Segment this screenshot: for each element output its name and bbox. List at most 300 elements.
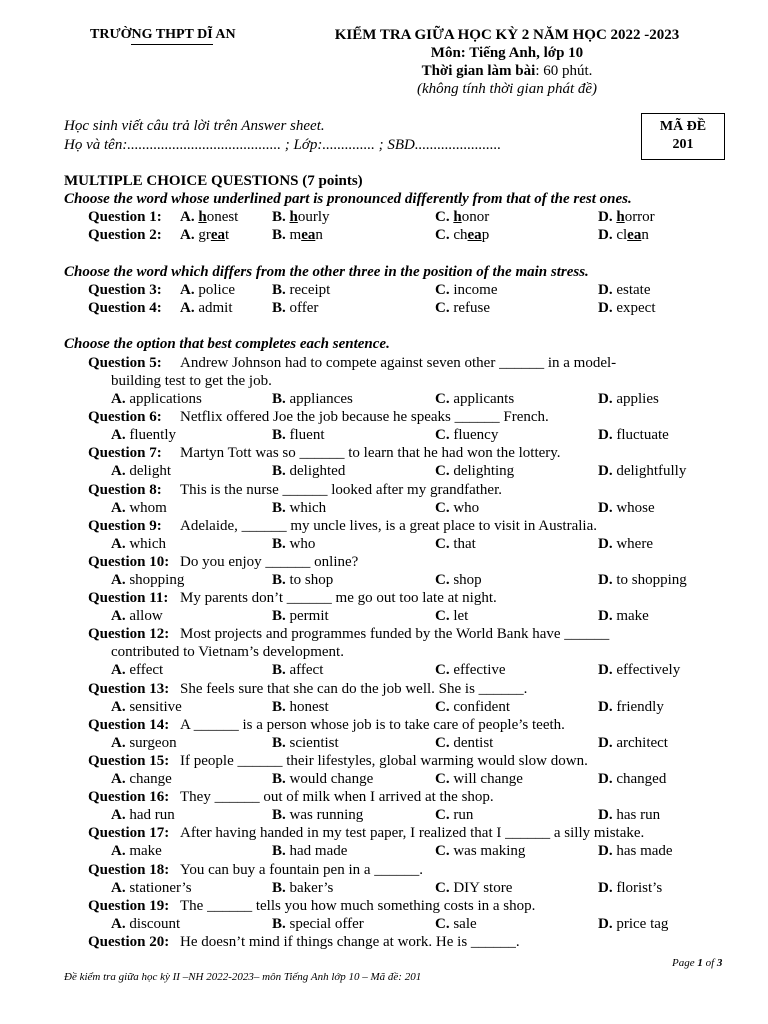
option-text: delighting (449, 463, 515, 480)
option-text: effect (125, 662, 164, 679)
option-text: who (449, 499, 480, 516)
answer-option (598, 226, 649, 244)
option-letter: A. (111, 734, 126, 751)
answer-option (598, 734, 668, 752)
answer-option (272, 661, 323, 679)
question-stem: My parents don’t ______ me go out too late at night. (180, 590, 497, 607)
answer-option (272, 281, 330, 299)
option-letter: A. (111, 463, 126, 480)
option-letter: D. (598, 227, 613, 243)
option-letter: A. (111, 915, 126, 932)
underlined-part: h (616, 209, 625, 225)
answer-row (88, 499, 728, 517)
answer-row (88, 607, 728, 625)
question-label: Question 13: (88, 680, 170, 697)
option-text: whose (612, 499, 655, 516)
option-letter: D. (598, 300, 613, 316)
answer-option (111, 661, 163, 679)
option-letter: B. (272, 391, 286, 407)
answer-option (598, 770, 666, 788)
answer-option (111, 571, 184, 589)
option-letter: A. (111, 427, 126, 444)
option-text: sale (449, 915, 477, 932)
option-text: changed (612, 771, 667, 787)
answer-option (598, 535, 653, 553)
answer-option (435, 661, 506, 679)
option-text: florist’s (612, 879, 663, 896)
option-letter: B. (272, 843, 286, 860)
question-label: Question 10: (88, 554, 170, 570)
answer-option (272, 806, 363, 824)
question-stem: She feels sure that she can do the job well. She is ______. (180, 680, 528, 697)
option-text: n (641, 227, 649, 243)
option-text: permit (285, 608, 329, 625)
question-label: Question 6: (88, 409, 162, 426)
answer-row (88, 462, 728, 480)
answer-option (111, 806, 175, 824)
option-letter: A. (111, 572, 126, 588)
page-number: Page 1 of 3 (672, 957, 723, 969)
option-text: run (449, 807, 474, 824)
option-letter: C. (435, 771, 450, 787)
question-label: Question 17: (88, 825, 170, 842)
option-letter: C. (435, 499, 450, 516)
option-text: delight (125, 463, 172, 480)
option-letter: D. (598, 282, 613, 298)
question-stem: If people ______ their lifestyles, global warming would slow down. (180, 753, 588, 769)
answer-row (88, 734, 728, 752)
question-stem: Netflix offered Joe the job because he speaks ______ French. (180, 409, 549, 426)
question-stem: You can buy a fountain pen in a ______. (180, 861, 424, 878)
option-text: was making (449, 843, 526, 860)
question-stem: They ______ out of milk when I arrived at the shop. (180, 789, 494, 806)
option-text: ourly (297, 209, 330, 225)
option-text: delighted (285, 463, 346, 480)
question-stem: This is the nurse ______ looked after my grandfather. (180, 481, 503, 498)
question-row (88, 897, 728, 915)
part3-instruction: Choose the option that best completes each sentence. (64, 336, 390, 352)
question-label: Question 3: (88, 282, 162, 298)
option-text: cl (612, 227, 628, 243)
underlined-part: ea (467, 227, 482, 243)
option-letter: D. (598, 698, 613, 715)
option-text: discount (125, 915, 181, 932)
option-text: confident (449, 698, 510, 715)
question-label: Question 20: (88, 934, 170, 950)
underlined-part: ea (210, 227, 226, 243)
question-label: Question 16: (88, 789, 170, 806)
option-letter: C. (435, 463, 450, 480)
option-text: price tag (612, 915, 669, 932)
question-stem: Most projects and programmes funded by the World Bank have ______ (180, 626, 610, 643)
option-letter: B. (272, 499, 286, 516)
question-stem: Do you enjoy ______ online? (180, 554, 359, 570)
answer-option (435, 698, 510, 716)
question-label: Question 15: (88, 753, 170, 769)
option-letter: A. (111, 771, 126, 787)
option-letter: C. (435, 879, 450, 896)
answer-option (111, 390, 202, 408)
answer-option (272, 571, 333, 589)
option-text: to shop (285, 572, 334, 588)
exam-note: (không tính thời gian phát đề) (416, 81, 598, 97)
answer-option (435, 842, 525, 860)
answer-row (88, 698, 728, 716)
option-text: where (612, 535, 653, 552)
option-text: let (449, 608, 469, 625)
option-text: DIY store (449, 879, 513, 896)
answer-row (88, 842, 728, 860)
option-letter: B. (272, 807, 286, 824)
option-text: dentist (449, 734, 494, 751)
option-text: would change (285, 771, 374, 787)
answer-option (272, 208, 330, 226)
answer-option (598, 698, 664, 716)
option-letter: D. (598, 843, 613, 860)
option-text: make (612, 608, 649, 625)
answer-option (435, 426, 498, 444)
option-letter: C. (435, 843, 450, 860)
option-letter: B. (272, 227, 286, 243)
question-label: Question 5: (88, 355, 162, 371)
option-text: which (285, 499, 327, 516)
option-text: to shopping (612, 572, 687, 588)
answer-option (435, 226, 489, 244)
answer-option (272, 535, 315, 553)
answer-option (111, 915, 180, 933)
question-row (88, 226, 728, 244)
option-letter: A. (111, 391, 126, 407)
answer-option (598, 842, 673, 860)
question-label: Question 2: (88, 227, 162, 243)
option-letter: D. (598, 209, 613, 225)
option-letter: B. (272, 463, 286, 480)
question-label: Question 7: (88, 445, 162, 462)
option-letter: B. (272, 915, 286, 932)
option-text: allow (125, 608, 163, 625)
answer-option (272, 770, 373, 788)
option-letter: C. (435, 535, 450, 552)
option-letter: C. (435, 227, 450, 243)
option-letter: C. (435, 300, 450, 316)
answer-option (111, 426, 176, 444)
answer-option (272, 426, 325, 444)
option-text: affect (285, 662, 324, 679)
answer-option (272, 299, 318, 317)
option-text: stationer’s (125, 879, 192, 896)
answer-option (435, 208, 489, 226)
option-text: sensitive (125, 698, 182, 715)
option-text: onor (461, 209, 490, 225)
answer-option (435, 607, 468, 625)
option-text: n (315, 227, 323, 243)
answer-option (272, 879, 333, 897)
option-text: refuse (449, 300, 490, 316)
option-text: delightfully (612, 463, 687, 480)
answer-option (111, 734, 177, 752)
option-text: gr (194, 227, 211, 243)
answer-option (111, 499, 167, 517)
answer-option (435, 299, 490, 317)
question-label: Question 19: (88, 897, 170, 914)
option-letter: D. (598, 499, 613, 516)
answer-option (435, 915, 477, 933)
answer-option (598, 879, 662, 897)
answer-option (435, 806, 473, 824)
answer-option (180, 299, 233, 317)
answer-option (435, 734, 493, 752)
option-text: fluent (285, 427, 325, 444)
answer-option (598, 426, 669, 444)
answer-option (272, 842, 347, 860)
part1-instruction: Choose the word whose underlined part is pronounced differently from that of the rest ones. (64, 191, 632, 207)
answer-sheet-instruction: Học sinh viết câu trả lời trên Answer sheet. (64, 118, 325, 134)
option-letter: B. (272, 608, 286, 625)
answer-row (88, 426, 728, 444)
answer-option (598, 499, 655, 517)
exam-code-box (641, 113, 725, 160)
question-row (88, 553, 728, 571)
option-text: change (125, 771, 172, 787)
answer-option (180, 281, 235, 299)
option-text: fluctuate (612, 427, 669, 444)
option-text: expect (612, 300, 656, 316)
answer-option (435, 390, 514, 408)
option-letter: D. (598, 463, 613, 480)
underlined-part: h (453, 209, 462, 225)
option-text: applications (125, 391, 202, 407)
time-label: Thời gian làm bài (421, 63, 536, 79)
option-letter: C. (435, 391, 450, 407)
student-info-line: Họ và tên:......................................... ; Lớp:.............. ; SBD....................... (64, 137, 502, 153)
option-letter: C. (435, 915, 450, 932)
option-text: whom (125, 499, 167, 516)
answer-option (272, 462, 345, 480)
underlined-part: ea (301, 227, 316, 243)
option-text: baker’s (285, 879, 334, 896)
answer-option (111, 462, 171, 480)
option-letter: B. (272, 662, 286, 679)
option-letter: B. (272, 427, 286, 444)
answer-option (111, 770, 172, 788)
option-letter: C. (435, 572, 450, 588)
option-text: has run (612, 807, 661, 824)
option-letter: A. (111, 608, 126, 625)
option-letter: A. (111, 879, 126, 896)
answer-option (598, 208, 655, 226)
answer-option (435, 462, 514, 480)
question-stem: Adelaide, ______ my uncle lives, is a great place to visit in Australia. (180, 517, 597, 534)
exam-time (312, 62, 702, 80)
option-text: orror (624, 209, 655, 225)
answer-option (272, 607, 329, 625)
answer-row (88, 879, 728, 897)
underlined-part: ea (627, 227, 642, 243)
option-letter: B. (272, 535, 286, 552)
answer-option (435, 879, 512, 897)
option-letter: A. (180, 300, 195, 316)
section-title: MULTIPLE CHOICE QUESTIONS (7 points) (64, 173, 363, 189)
answer-option (272, 734, 339, 752)
option-text: receipt (285, 282, 331, 298)
question-row (88, 589, 728, 607)
question-row (88, 788, 728, 806)
answer-option (180, 208, 238, 226)
answer-row (88, 390, 728, 408)
option-letter: A. (111, 807, 126, 824)
option-letter: C. (435, 734, 450, 751)
option-letter: A. (180, 209, 195, 225)
option-text: had made (285, 843, 348, 860)
question-row (88, 299, 728, 317)
answer-option (111, 842, 162, 860)
option-text: fluency (449, 427, 499, 444)
exam-subject: Môn: Tiếng Anh, lớp 10 (430, 45, 584, 61)
option-letter: B. (272, 300, 286, 316)
question-stem: Andrew Johnson had to compete against seven other ______ in a model- (180, 355, 617, 371)
answer-row (88, 806, 728, 824)
question-label: Question 14: (88, 716, 170, 733)
question-label: Question 18: (88, 861, 170, 878)
exam-code-value: 201 (672, 137, 694, 152)
option-text: police (194, 282, 235, 298)
footer-text: Đề kiểm tra giữa học kỳ II –NH 2022-2023– môn Tiếng Anh lớp 10 – Mã đề: 201 (64, 971, 422, 983)
option-text: offer (285, 300, 319, 316)
answer-option (598, 607, 649, 625)
question-row (88, 933, 728, 951)
question-row (88, 208, 728, 226)
answer-option (598, 462, 686, 480)
option-text: appliances (285, 391, 353, 407)
answer-row (88, 770, 728, 788)
answer-option (111, 879, 192, 897)
answer-option (435, 281, 498, 299)
option-letter: A. (111, 662, 126, 679)
option-letter: D. (598, 771, 613, 787)
option-text: p (481, 227, 490, 243)
answer-option (598, 281, 651, 299)
option-letter: A. (180, 282, 195, 298)
option-text: who (285, 535, 316, 552)
option-letter: C. (435, 807, 450, 824)
option-letter: A. (111, 698, 126, 715)
answer-row (88, 535, 728, 553)
option-text: was running (285, 807, 364, 824)
answer-option (435, 499, 479, 517)
option-text: applicants (449, 391, 515, 407)
option-text: effectively (612, 662, 681, 679)
answer-option (272, 915, 364, 933)
answer-option (598, 661, 680, 679)
option-text: t (225, 227, 230, 243)
option-letter: B. (272, 572, 286, 588)
answer-option (272, 698, 329, 716)
answer-option (598, 299, 655, 317)
question-row (88, 408, 728, 426)
option-text: shopping (125, 572, 185, 588)
answer-option (272, 390, 353, 408)
time-value: : 60 phút. (535, 63, 593, 79)
option-letter: D. (598, 734, 613, 751)
question-row (88, 517, 728, 535)
exam-code-label: MÃ ĐỀ (659, 119, 707, 134)
option-letter: B. (272, 209, 286, 225)
question-row (88, 625, 728, 643)
question-label: Question 11: (88, 590, 169, 607)
option-text: admit (194, 300, 233, 316)
answer-option (435, 571, 482, 589)
question-row (88, 752, 728, 770)
question-stem: Martyn Tott was so ______ to learn that he had won the lottery. (180, 445, 561, 462)
question-label: Question 1: (88, 209, 162, 225)
question-row (88, 716, 728, 734)
option-text: m (285, 227, 302, 243)
question-label: Question 9: (88, 517, 162, 534)
option-text: which (125, 535, 167, 552)
answer-row (88, 661, 728, 679)
answer-option (598, 571, 687, 589)
answer-row (88, 571, 728, 589)
question-label: Question 4: (88, 300, 162, 316)
option-text: applies (612, 391, 659, 407)
option-letter: B. (272, 698, 286, 715)
option-text: surgeon (125, 734, 177, 751)
option-text: special offer (285, 915, 364, 932)
exam-title: KIỂM TRA GIỮA HỌC KỲ 2 NĂM HỌC 2022 -2023 (334, 27, 680, 43)
option-letter: D. (598, 807, 613, 824)
question-stem: The ______ tells you how much something costs in a shop. (180, 897, 536, 914)
option-letter: C. (435, 282, 450, 298)
underlined-part: h (289, 209, 298, 225)
option-letter: B. (272, 282, 286, 298)
option-letter: C. (435, 427, 450, 444)
answer-option (435, 535, 476, 553)
option-letter: B. (272, 771, 286, 787)
option-letter: B. (272, 734, 286, 751)
option-letter: D. (598, 915, 613, 932)
option-letter: A. (111, 499, 126, 516)
answer-option (111, 607, 163, 625)
option-text: make (125, 843, 162, 860)
question-row (88, 354, 728, 372)
option-letter: C. (435, 662, 450, 679)
option-text: onest (206, 209, 239, 225)
option-text: scientist (285, 734, 339, 751)
option-text: that (449, 535, 476, 552)
question-row (88, 861, 728, 879)
answer-option (435, 770, 523, 788)
option-letter: D. (598, 879, 613, 896)
option-letter: D. (598, 608, 613, 625)
question-stem: A ______ is a person whose job is to take care of people’s teeth. (180, 716, 565, 733)
option-letter: A. (180, 227, 195, 243)
question-row (88, 444, 728, 462)
option-letter: D. (598, 535, 613, 552)
question-row (88, 481, 728, 499)
option-text: income (449, 282, 498, 298)
option-text: estate (612, 282, 651, 298)
question-label: Question 12: (88, 626, 170, 643)
option-letter: B. (272, 879, 286, 896)
option-letter: A. (111, 535, 126, 552)
question-stem-continued: contributed to Vietnam’s development. (111, 644, 344, 661)
option-text: will change (449, 771, 523, 787)
question-row (88, 281, 728, 299)
option-letter: C. (435, 209, 450, 225)
option-letter: A. (111, 843, 126, 860)
option-text: had run (125, 807, 175, 824)
answer-row (88, 915, 728, 933)
